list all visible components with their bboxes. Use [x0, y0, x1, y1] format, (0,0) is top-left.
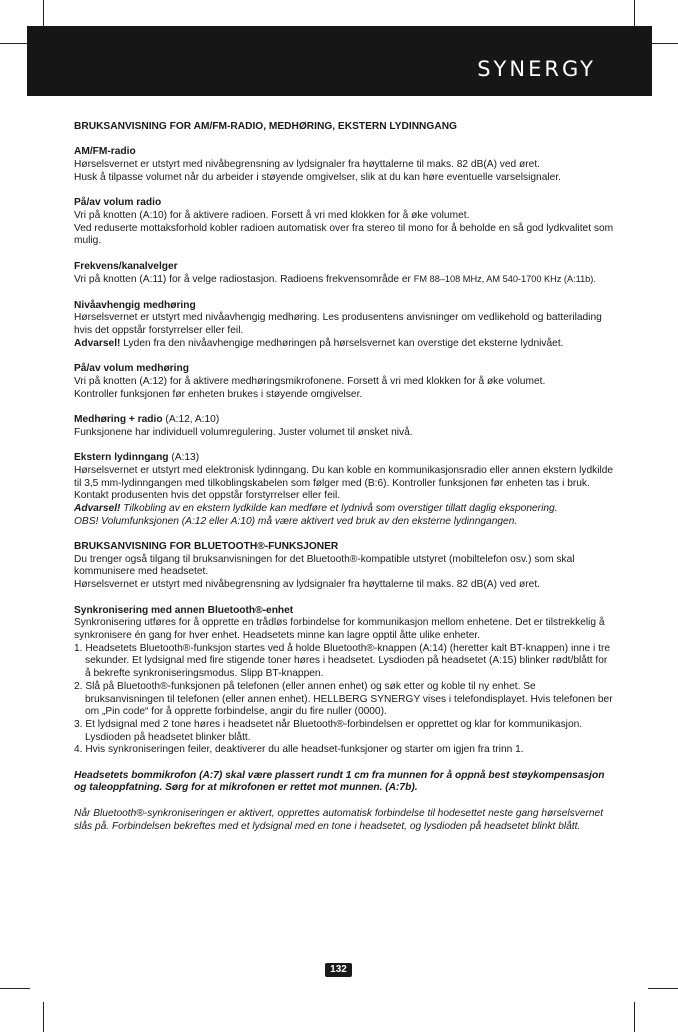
section-am-fm	[74, 146, 614, 184]
crop-mark	[648, 988, 678, 989]
section-external-input	[74, 452, 614, 528]
section-level-dependent	[74, 300, 614, 351]
section-heading: Nivåavhengig medhøring	[74, 299, 196, 311]
paragraph: Hørselsvernet er utstyrt med nivåbegrensning av lydsignaler fra høyttalerne til maks. 82 dB(A) ved øret.	[74, 579, 540, 591]
crop-mark	[0, 988, 30, 989]
list-item: 2. Slå på Bluetooth®-funksjonen på telefonen (eller annen enhet) og søk etter og koble til ny enhet. Se bruksanvisningen til telefonen (eller annen enhet). HELLBERG SYNERGY vises i telefondisplayet. Hvis telefonen ber om „Pin code“ for å opprette forbindelse, angir du fire nuller (0000).	[74, 680, 613, 718]
section-heading: BRUKSANVISNING FOR BLUETOOTH®-FUNKSJONER	[74, 541, 339, 553]
section-ref: (A:13)	[168, 452, 200, 464]
crop-mark	[634, 1002, 635, 1032]
list-item: 4. Hvis synkroniseringen feiler, deaktiverer du alle headset-funksjoner og starter om igjen fra trinn 1.	[74, 744, 524, 756]
paragraph: Hørselsvernet er utstyrt med elektronisk lydinngang. Du kan koble en kommunikasjonsradio eller annen ekstern lydkilde til 3,5 mm-lydinngangen med tilkoblingskabelen som følger med (B:6). Kontroller funksjonen før enheten tas i bruk. Kontakt produsenten hvis det oppstår forstyrrelser eller feil.	[74, 464, 614, 502]
warning-label: Advarsel!	[74, 337, 121, 349]
paragraph: Hørselsvernet er utstyrt med nivåavhengig medhøring. Les produsentens anvisninger om vedlikehold og batterilading hvis det oppstår forstyrrelser eller feil.	[74, 312, 602, 337]
paragraph: Hørselsvernet er utstyrt med nivåbegrensning av lydsignaler fra høyttalerne til maks. 82 dB(A) ved øret.	[74, 159, 540, 171]
list-item: 3. Et lydsignal med 2 tone høres i headsetet når Bluetooth®-forbindelsen er opprettet og klar for kommunikasjon. Lysdioden på headsetet blinker blått.	[74, 718, 583, 743]
section-heading: Ekstern lydinngang	[74, 452, 169, 464]
section-ref: (A:12, A:10)	[162, 414, 220, 426]
warning-text: Tilkobling av en ekstern lydkilde kan medføre et lydnivå som overstiger tillatt daglig eksponering.	[120, 502, 558, 514]
frequency-range: FM 88–108 MHz, AM 540-1700 KHz (A:11b).	[413, 274, 596, 285]
list-item: 1. Headsetets Bluetooth®-funksjon startes ved å holde Bluetooth®-knappen (A:14) (heretter kalt BT-knappen) inne i tre sekunder. Et lydsignal med fire stigende toner høres i headsetet. Lysdioden på headsetet (A:15) blinker rødt/blått for å bekrefte synkroniseringsmodus. Slipp BT-knappen.	[74, 642, 611, 680]
warning-text: Lyden fra den nivåavhengige medhøringen på hørselsvernet kan overstige det eksterne lydnivået.	[120, 337, 564, 349]
mic-note: Headsetets bommikrofon (A:7) skal være plassert rundt 1 cm fra munnen for å oppnå best støykompensasjon og taleoppfatning. Sørg for at mikrofonen er rettet mot munnen. (A:7b).	[74, 769, 605, 794]
paragraph: Vri på knotten (A:12) for å aktivere medhøringsmikrofonene. Forsett å vri med klokken for å øke volumet.	[74, 375, 546, 387]
section-monitor-radio	[74, 414, 614, 439]
sync-steps	[74, 643, 614, 757]
crop-mark	[43, 1002, 44, 1032]
section-heading: AM/FM-radio	[74, 146, 136, 158]
crop-mark	[648, 43, 678, 44]
paragraph: Ved reduserte mottaksforhold kobler radioen automatisk over fra stereo til mono for å beholde en så god lydkvalitet som mulig.	[74, 222, 614, 247]
auto-connect-note: Når Bluetooth®-synkroniseringen er aktivert, opprettes automatisk forbindelse til hodesettet neste gang hørselsvernet slås på. Forbindelsen bekreftes med et lydsignal med en tone i headsetet, og lysdioden på headsetet blinkt blått.	[74, 807, 604, 832]
section-onoff-radio	[74, 197, 614, 248]
section-sync	[74, 605, 614, 757]
document-title: BRUKSANVISNING FOR AM/FM-RADIO, MEDHØRING, EKSTERN LYDINNGANG	[74, 121, 457, 132]
section-heading: På/av volum medhøring	[74, 363, 189, 375]
section-heading: Frekvens/kanalvelger	[74, 260, 178, 272]
paragraph: Vri på knotten (A:10) for å aktivere radioen. Forsett å vri med klokken for å øke volumet.	[74, 209, 470, 221]
header-bar	[27, 26, 652, 96]
paragraph: Du trenger også tilgang til bruksanvisningen for det Bluetooth®-kompatible utstyret (mobiltelefon osv.) som skal kommunisere med headsetet.	[74, 553, 575, 578]
section-bluetooth	[74, 541, 614, 592]
paragraph: Funksjonene har individuell volumregulering. Juster volumet til ønsket nivå.	[74, 426, 413, 438]
paragraph: Kontroller funksjonen før enheten brukes i støyende omgivelser.	[74, 388, 363, 400]
document-body	[74, 121, 614, 846]
obs-note: OBS! Volumfunksjonen (A:12 eller A:10) må være aktivert ved bruk av den eksterne lydinngangen.	[74, 515, 518, 527]
section-heading: Medhøring + radio	[74, 414, 163, 426]
section-heading: Synkronisering med annen Bluetooth®-enhet	[74, 604, 294, 616]
section-onoff-monitor	[74, 363, 614, 401]
paragraph: Vri på knotten (A:11) for å velge radiostasjon. Radioens frekvensområde er	[74, 274, 414, 286]
crop-mark	[0, 43, 30, 44]
section-heading: På/av volum radio	[74, 197, 162, 209]
paragraph: Husk å tilpasse volumet når du arbeider i støyende omgivelser, slik at du kan høre eventuelle varselsignaler.	[74, 171, 561, 183]
warning-label: Advarsel!	[74, 502, 121, 514]
paragraph: Synkronisering utføres for å opprette en trådløs forbindelse for kommunikasjon mellom enhetene. Det er tilstrekkelig å synkronisere én gang for hver enhet. Headsetets minne kan lagre opptil åtte ulike enheter.	[74, 617, 605, 641]
brand-logo: SYNERGY	[477, 57, 596, 81]
section-frequency	[74, 261, 614, 287]
page-number: 132	[325, 963, 352, 977]
